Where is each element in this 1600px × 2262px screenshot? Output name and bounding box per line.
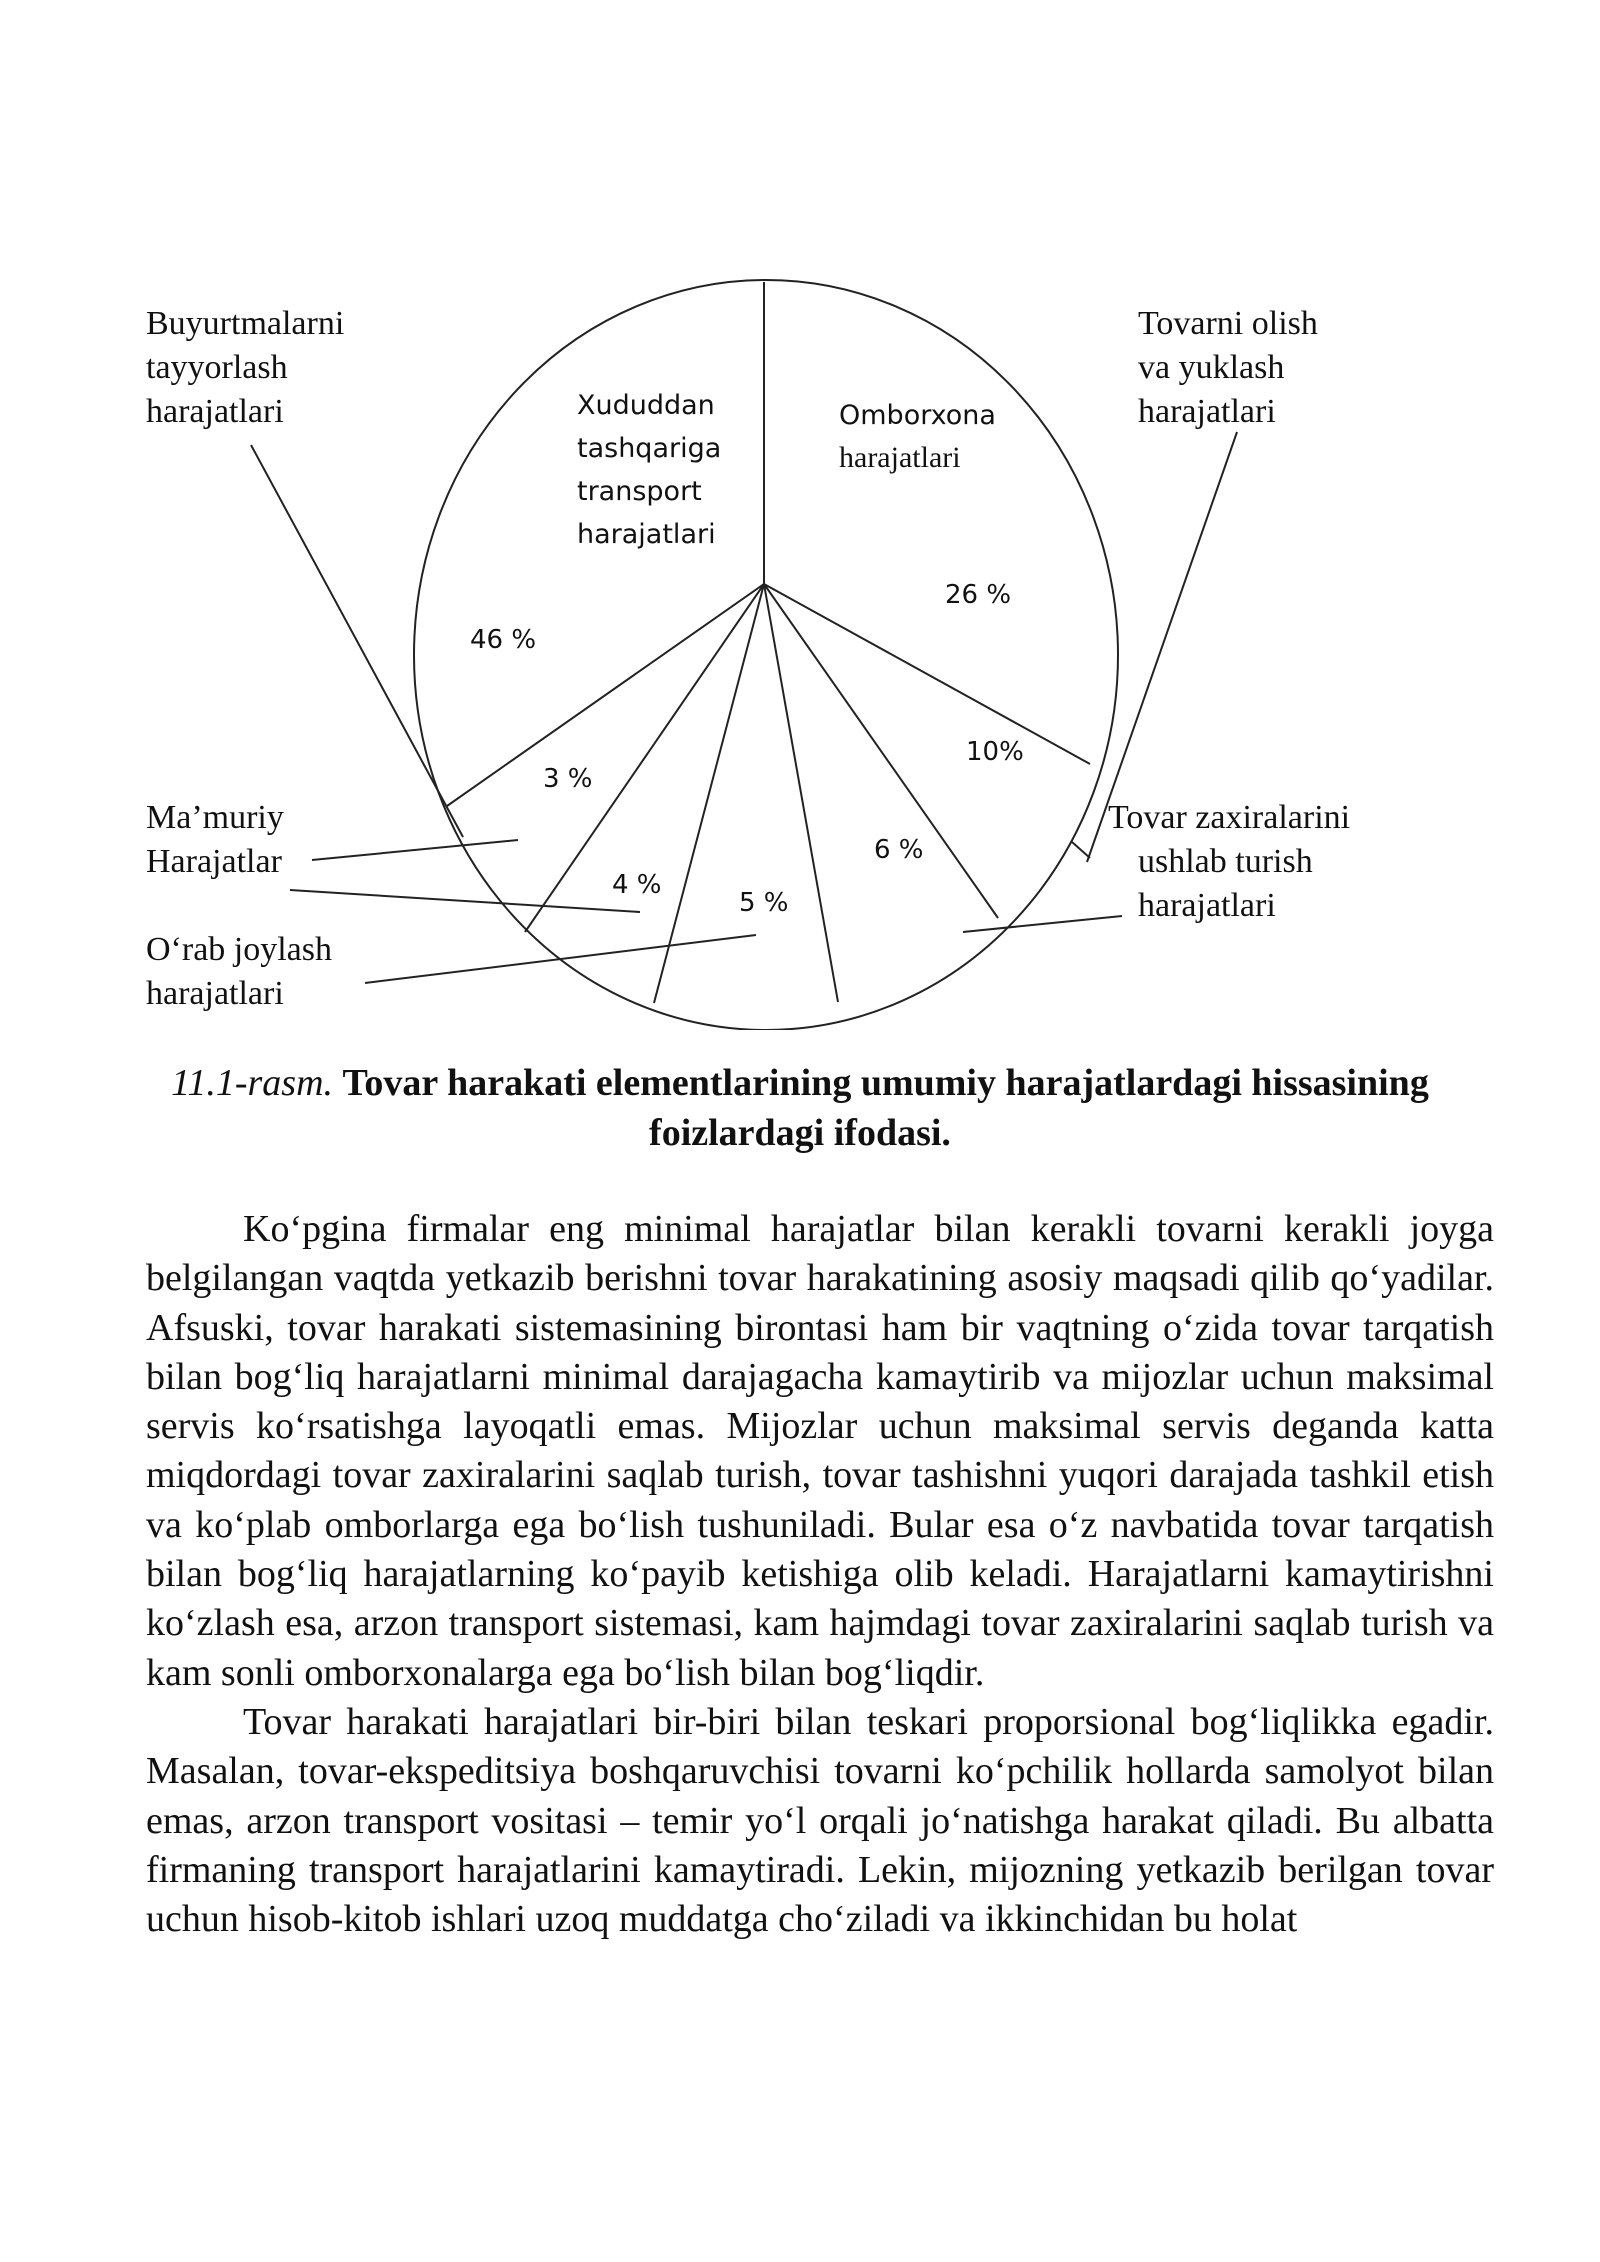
pct-label-10: 10%	[966, 737, 1024, 767]
pct-label-4: 4 %	[612, 870, 662, 900]
pie-chart	[0, 0, 1600, 1030]
callout-orab: O‘rab joylash harajatlari	[146, 931, 333, 1012]
callout-tovar-zaxira: Tovar zaxiralarini ushlab turish harajatlari	[1108, 799, 1351, 924]
segment-label-xududdan: Xududdan tashqariga transport harajatlari	[577, 390, 722, 550]
divider-10-26	[764, 584, 1090, 764]
divider-46-3	[447, 584, 764, 806]
pct-label-26: 26 %	[945, 580, 1012, 610]
divider-5-6	[764, 584, 838, 1002]
leader-tovar-zaxira	[963, 916, 1122, 932]
caption-number: 11.1-rasm.	[171, 1062, 334, 1104]
body-text	[146, 1205, 1494, 1944]
callout-buyurtma: Buyurtmalarni tayyorlash harajatlari	[146, 305, 345, 430]
callout-tovar-olish: Tovarni olish va yuklash harajatlari	[1138, 305, 1318, 430]
paragraph: Ko‘pgina firmalar eng minimal harajatlar bilan kerakli tovarni kerakli joyga belgilangan vaqtda yetkazib berishni tovar harakatining asosiy maqsadi qilib qo‘yadilar. Afsuski, tovar harakati sistemasining birontasi ham bir vaqtning o‘zida tovar tarqatish bilan bog‘liq harajatlarni minimal darajagacha kamaytirib va mijozlar uchun maksimal servis ko‘rsatishga layoqatli emas. Mijozlar uchun maksimal servis deganda katta miqdordagi tovar zaxiralarini saqlab turish, tovar tashishni yuqori darajada tashkil etish va ko‘plab omborlarga ega bo‘lish tushuniladi. Bular esa o‘z navbatida tovar tarqatish bilan bog‘liq harajatlarning ko‘payib ketishiga olib keladi. Harajatlarni kamaytirishni ko‘zlash esa, arzon transport sistemasi, kam hajmdagi tovar zaxiralarini saqlab turish va kam sonli omborxonalarga ega bo‘lish bilan bog‘liqdir.	[146, 1208, 1494, 1694]
paragraph: Tovar harakati harajatlari bir-biri bilan teskari proporsional bog‘liqlikka egadir. Masalan, tovar-ekspeditsiya boshqaruvchisi tovarni ko‘pchilik hollarda samolyot bilan emas, arzon transport vositasi – temir yo‘l orqali jo‘natishga harakat qiladi. Bu albatta firmaning transport harajatlarini kamaytiradi. Lekin, mijozning yetkazib berilgan tovar uchun hisob-kitob ishlari uzoq muddatga cho‘ziladi va ikkinchidan bu holat	[146, 1700, 1494, 1941]
figure-caption	[145, 1058, 1455, 1158]
caption-title: Tovar harakati elementlarining umumiy harajatlardagi hissasining foizlardagi ifodasi.	[342, 1062, 1429, 1154]
divider-6-10	[764, 584, 998, 918]
leader-orab-b	[365, 935, 756, 983]
callout-mamuriy: Ma’muriy Harajatlar	[146, 799, 284, 880]
leader-mamuriy	[312, 840, 518, 860]
leader-orab-a	[290, 890, 640, 912]
pie-chart-figure	[0, 0, 1600, 1030]
pct-label-5: 5 %	[739, 888, 789, 918]
pct-label-6: 6 %	[874, 835, 924, 865]
leader-tovar-olish	[1087, 432, 1237, 862]
leader-buyurtma	[251, 445, 463, 837]
pct-label-3: 3 %	[543, 764, 593, 794]
pct-label-46: 46 %	[470, 625, 537, 655]
leader-tovar-olish-tick	[1072, 842, 1090, 858]
segment-label-omborxona: Omborxona harajatlari	[839, 400, 996, 474]
